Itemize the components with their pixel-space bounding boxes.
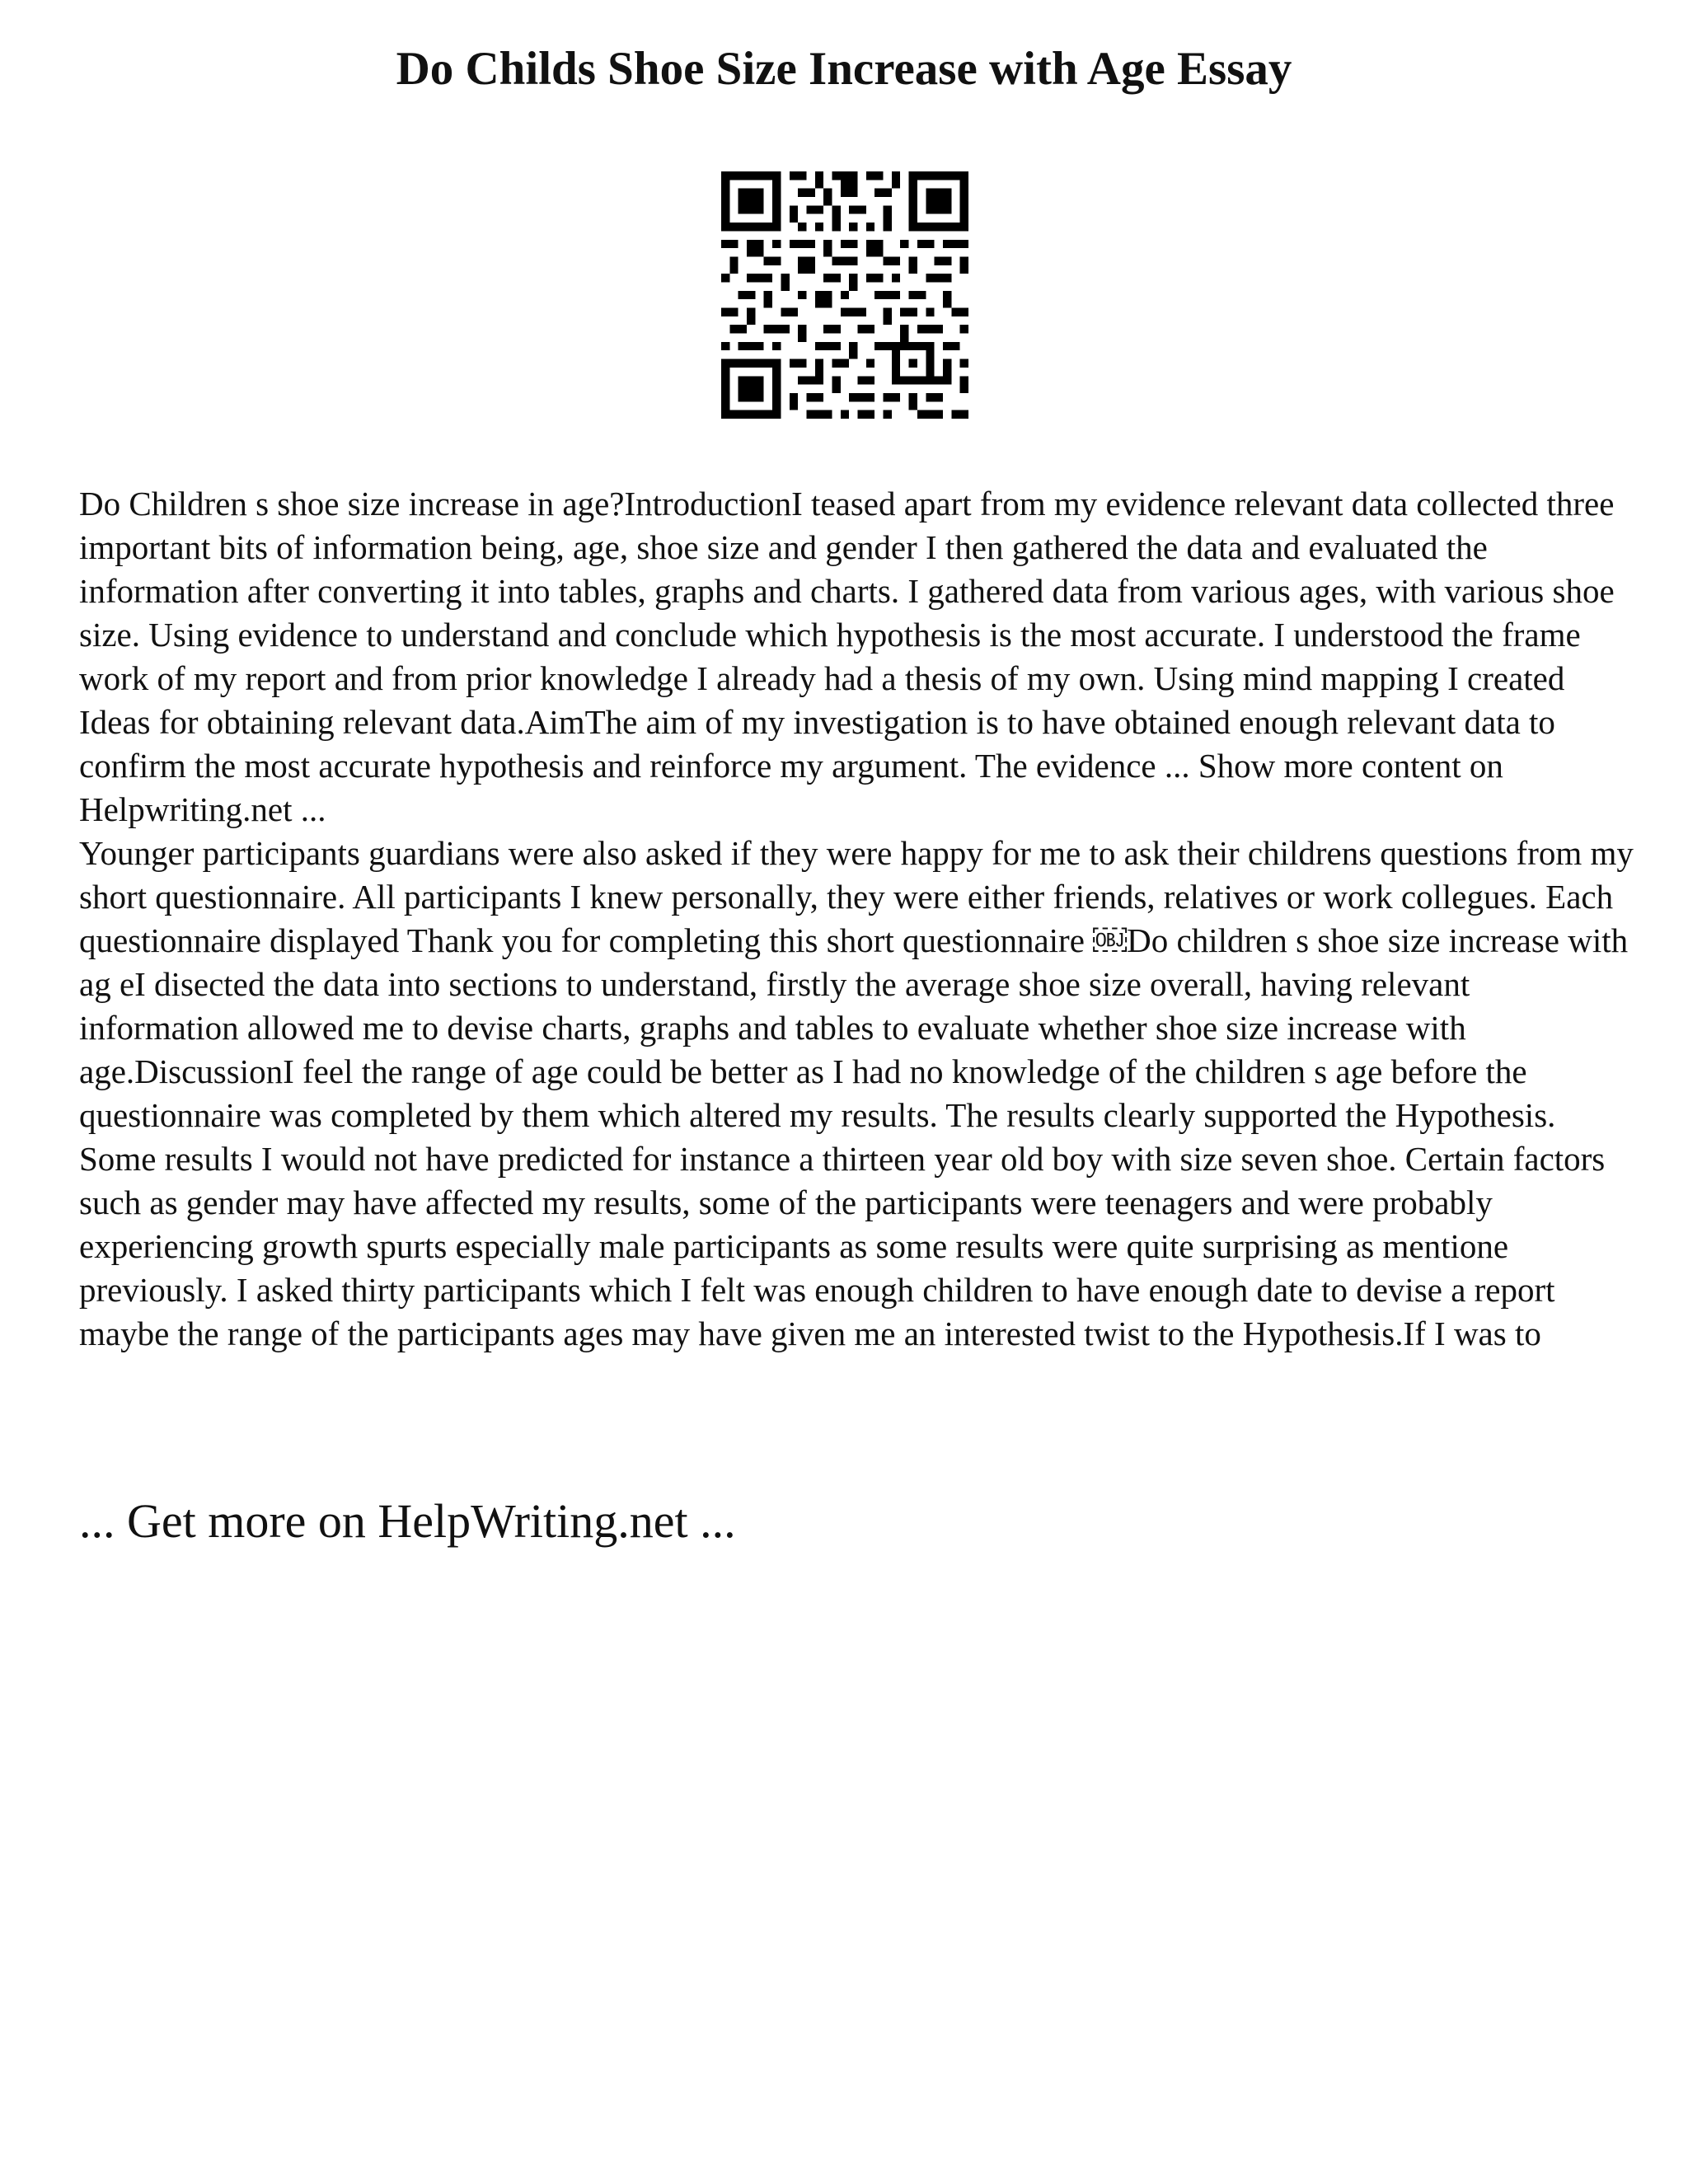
qr-code-icon xyxy=(721,171,968,419)
essay-body xyxy=(79,482,1637,1356)
essay-paragraph-1: Do Children s shoe size increase in age?IntroductionI teased apart from my evidence relevant data collected three important bits of information being, age, shoe size and gender I then gathered the data and evaluated the information after converting it into tables, graphs and charts. I gathered data from various ages, with various shoe size. Using evidence to understand and conclude which hypothesis is the most accurate. I understood the frame work of my report and from prior knowledge I already had a thesis of my own. Using mind mapping I created Ideas for obtaining relevant data.AimThe aim of my investigation is to have obtained enough relevant data to confirm the most accurate hypothesis and reinforce my argument. The evidence ... Show more content on Helpwriting.net ... xyxy=(79,485,1615,828)
essay-paragraph-2: Younger participants guardians were also asked if they were happy for me to ask their childrens questions from my short questionnaire. All participants I knew personally, they were either friends, relatives or work collegues. Each questionnaire displayed Thank you for completing this short questionnaire ￼Do children s shoe size increase with ag eI disected the data into sections to understand, firstly the average shoe size overall, having relevant information allowed me to devise charts, graphs and tables to evaluate whether shoe size increase with age.DiscussionI feel the range of age could be better as I had no knowledge of the children s age before the questionnaire was completed by them which altered my results. The results clearly supported the Hypothesis. Some results I would not have predicted for instance a thirteen year old boy with size seven shoe. Certain factors such as gender may have affected my results, some of the participants were teenagers and were probably experiencing growth spurts especially male participants as some results were quite surprising as mentione previously. I asked thirty participants which I felt was enough children to have enough date to devise a report maybe the range of the participants ages may have given me an interested twist to the Hypothesis.If I was to xyxy=(79,834,1634,1352)
get-more-link[interactable]: ... Get more on HelpWriting.net ... xyxy=(79,1494,736,1548)
document-title: Do Childs Shoe Size Increase with Age Essay xyxy=(396,43,1292,95)
